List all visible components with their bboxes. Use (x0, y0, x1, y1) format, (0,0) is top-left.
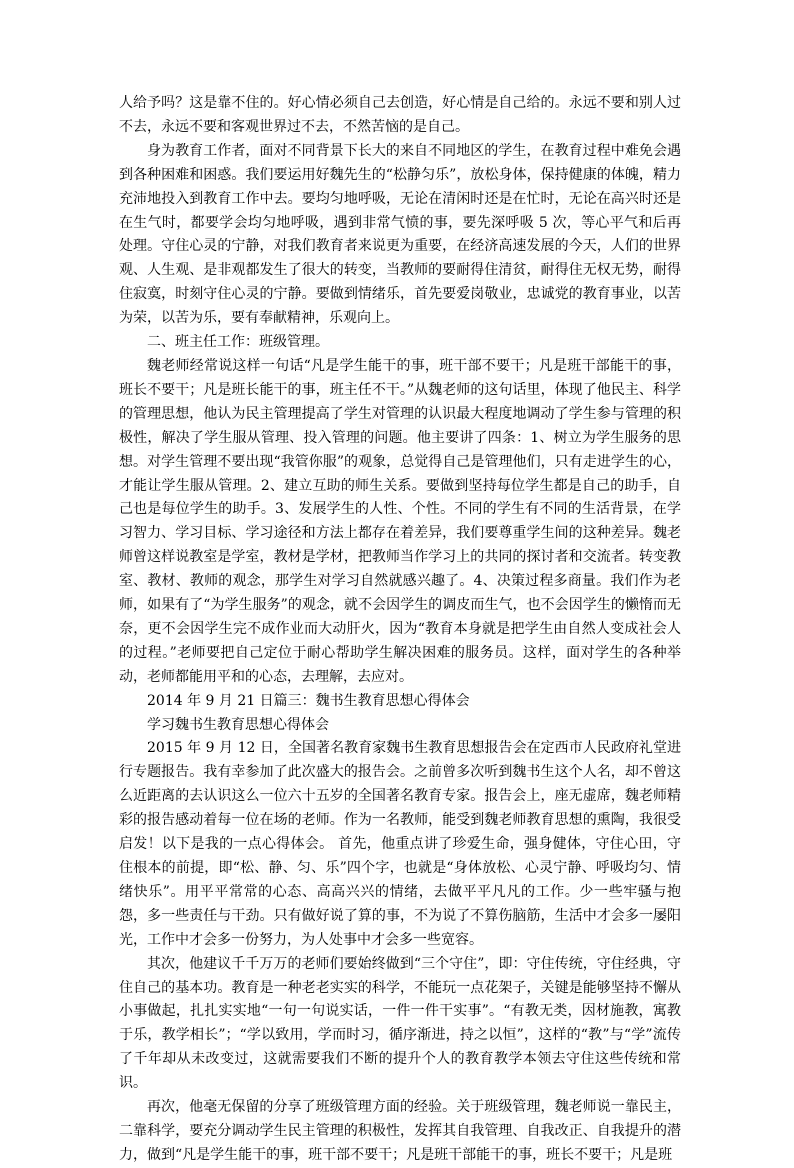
article-title: 学习魏书生教育思想心得体会 (147, 716, 329, 733)
paragraph-educator-mindset: 身为教育工作者，面对不同背景下长大的来自不同地区的学生，在教育过程中难免会遇到各种困难和困惑。我们要运用好魏先生的“松静匀乐”，放松身体，保持健康的体魄，精力充沛地投入到教育工作中去。要均匀地呼吸，无论在清闲时还是在忙时，无论在高兴时还是在生气时，都要学会均匀地呼吸，遇到非常气愤的事，要先深呼吸 5 次，等心平气和后再处理。守住心灵的宁静，对我们教育者来说更为重要，在经济高速发展的今天，人们的世界观、人生观、是非观都发生了很大的转变，当教师的要耐得住清贫，耐得住无权无势，耐得住寂寞，时刻守住心灵的宁静。要做到情绪乐，首先要爱岗敬业，忠诚党的教育事业，以苦为荣，以苦为乐，要有奉献精神，乐观向上。 (119, 142, 681, 327)
article-dateline-title: 2014 年 9 月 21 日篇三：魏书生教育思想心得体会 (147, 692, 470, 709)
paragraph-three-keeps: 其次，他建议千千万万的老师们要始终做到“三个守住”，即：守住传统，守住经典，守住自己的基本功。教育是一种老老实实的科学，不能玩一点花架子，关键是能够坚持不懈从小事做起，扎扎实实地“一句一句说实话，一件一件干实事”。“有教无类，因材施教，寓教于乐，教学相长”；“学以致用，学而时习，循序渐进，持之以恒”，这样的“教”与“学”流传了千年却从未改变过，这就需要我们不断的提升个人的教育教学本领去守住这些传统和常识。 (119, 955, 681, 1092)
paragraph-report-meeting: 2015 年 9 月 12 日，全国著名教育家魏书生教育思想报告会在定西市人民政府礼堂进行专题报告。我有幸参加了此次盛大的报告会。之前曾多次听到魏书生这个人名，却不曾这么近距离的去认识这么一位六十五岁的全国著名教育专家。报告会上，座无虚席，魏老师精彩的报告感动着每一位在场的老师。作为一名教师，能受到魏老师教育思想的熏陶，我很受启发！以下是我的一点心得体会。 首先，他重点讲了珍爱生命，强身健体，守住心田，守住根本的前提，即“松、静、匀、乐”四个字，也就是“身体放松、心灵宁静、呼吸均匀、情绪快乐”。用平平常常的心态、高高兴兴的情绪，去做平平凡凡的工作。少一些牢骚与抱怨，多一些责任与干劲。只有做好说了算的事，不为说了不算伤脑筋，生活中才会多一屡阳光，工作中才会多一份努力，为人处事中才会多一些宽容。 (119, 740, 681, 948)
paragraph-continuation: 人给予吗？这是靠不住的。好心情必须自己去创造，好心情是自己给的。永远不要和别人过不去，永远不要和客观世界过不去，不然苦恼的是自己。 (119, 95, 681, 135)
paragraph-class-management: 魏老师经常说这样一句话“凡是学生能干的事，班干部不要干；凡是班干部能干的事，班长不要干；凡是班长能干的事，班主任不干。”从魏老师的这句话里，体现了他民主、科学的管理思想，他认为民主管理提高了学生对管理的认识最大程度地调动了学生参与管理的积极性，解决了学生服从管理、投入管理的问题。他主要讲了四条：1、树立为学生服务的思想。对学生管理不要出现“我管你服”的观象，总觉得自己是管理他们，只有走进学生的心，才能让学生服从管理。2、建立互助的师生关系。要做到坚持每位学生都是自己的助手，自己也是每位学生的助手。3、发展学生的人性、个性。不同的学生有不同的生活背景，在学习智力、学习目标、学习途径和方法上都存在着差异，我们要尊重学生间的这种差异。魏老师曾这样说教室是学室，教材是学材，把教师当作学习上的共同的探讨者和交流者。转变教室、教材、教师的观念，那学生对学习自然就感兴趣了。4、决策过程多商量。我们作为老师，如果有了“为学生服务”的观念，就不会因学生的调皮而生气，也不会因学生的懒惰而无奈，更不会因学生完不成作业而大动肝火，因为“教育本身就是把学生由自然人变成社会人的过程。”老师要把自己定位于耐心帮助学生解决困难的服务员。这样，面对学生的各种举动，老师都能用平和的心态，去理解，去应对。 (119, 357, 681, 685)
section-heading-class-management: 二、班主任工作：班级管理。 (147, 334, 329, 351)
paragraph-class-experience: 再次，他毫无保留的分享了班级管理方面的经验。关于班级管理，魏老师说一靠民主，二靠科学，要充分调动学生民主管理的积极性，发挥其自我管理、自我改正、自我提升的潜力，做到“凡是学生能干的事，班干部不要干；凡是班干部能干的事，班长不要干；凡是班 (119, 1099, 681, 1163)
document-body (119, 92, 681, 1168)
